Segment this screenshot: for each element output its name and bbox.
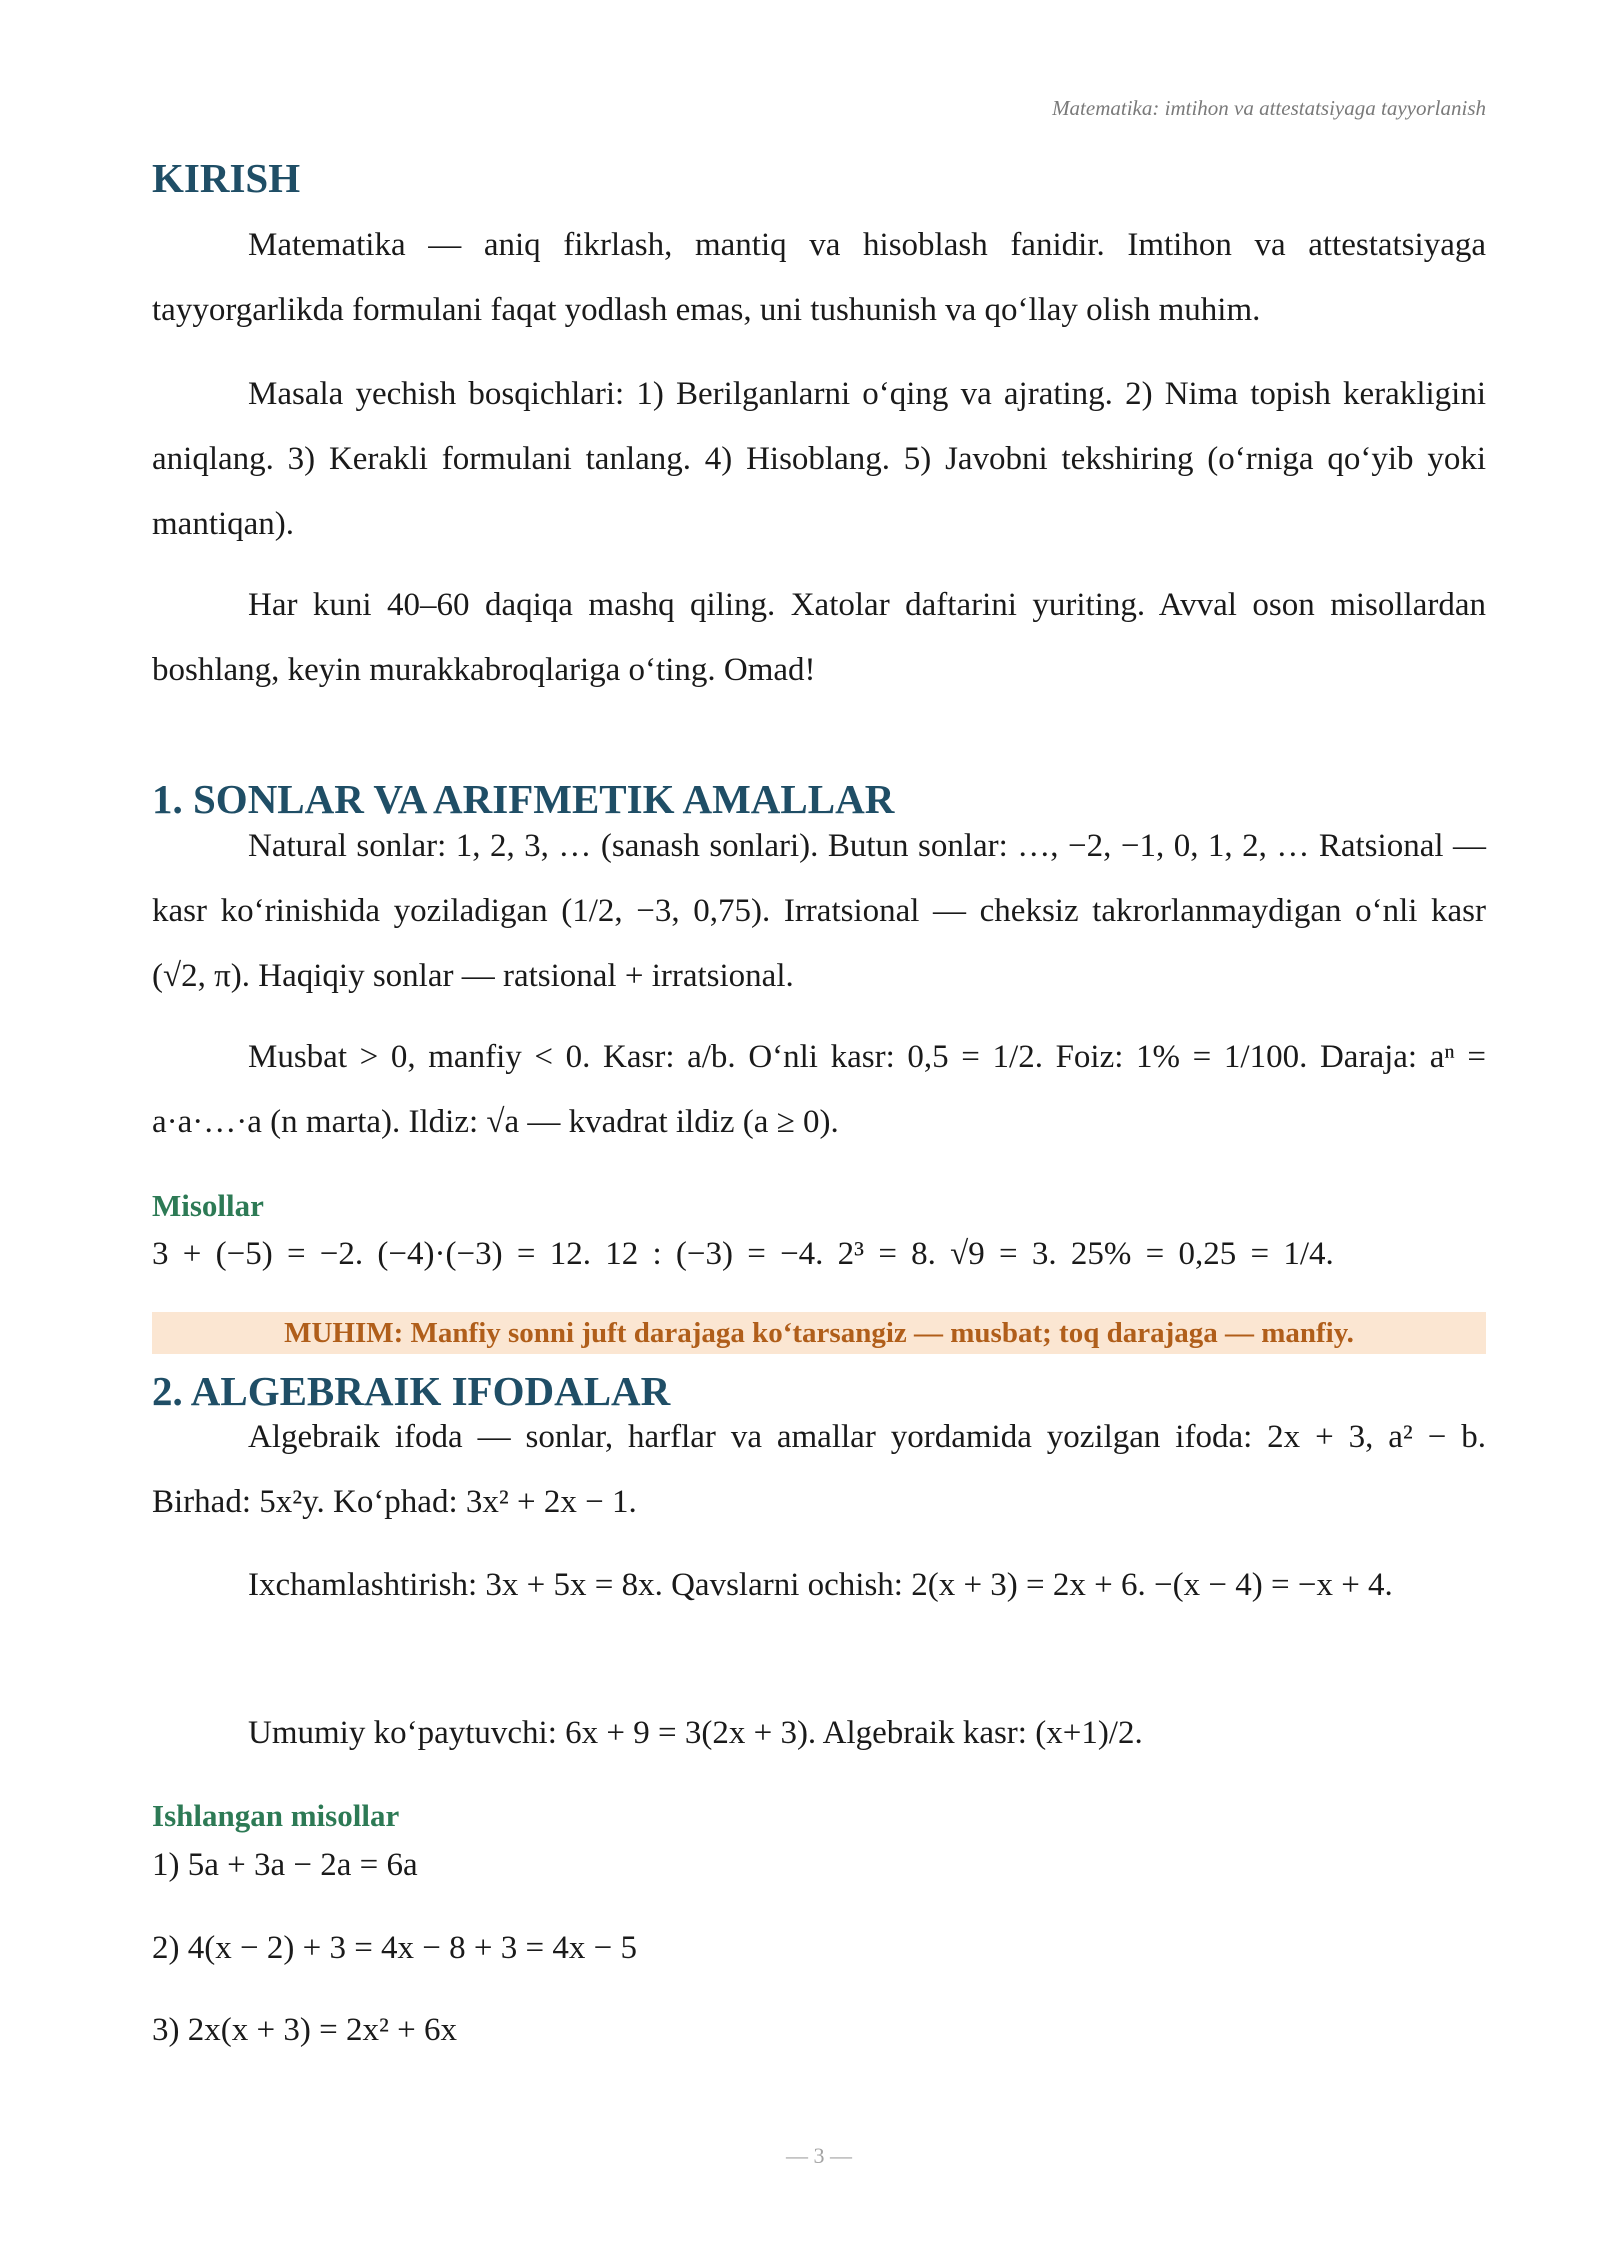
algebra-paragraph-2: Ixchamlashtirish: 3x + 5x = 8x. Qavslarni ochish: 2(x + 3) = 2x + 6. −(x − 4) = −x + 4. — [248, 1567, 1393, 1603]
algebra-paragraph-1: Algebraik ifoda — sonlar, harflar va amallar yordamida yozilgan ifoda: 2x + 3, a² − b. Birhad: 5x²y. Ko‘phad: 3x² + 2x − 1. — [152, 1419, 1486, 1520]
algebra-paragraph-3: Umumiy ko‘paytuvchi: 6x + 9 = 3(2x + 3). Algebraik kasr: (x+1)/2. — [248, 1715, 1143, 1751]
intro-paragraph-3: Har kuni 40–60 daqiqa mashq qiling. Xatolar daftarini yuriting. Avval oson misollardan boshlang, keyin murakkabroqlariga o‘ting. Omad! — [152, 587, 1486, 688]
numbers-paragraph-1: Natural sonlar: 1, 2, 3, … (sanash sonlari). Butun sonlar: …, −2, −1, 0, 1, 2, … Ratsional — kasr ko‘rinishida yoziladigan (1/2, −3, 0,75). Irratsional — cheksiz takrorlanmaydigan o‘nli kasr (√2, π). Haqiqiy sonlar — ratsional + irratsional. — [152, 828, 1486, 994]
section-title-intro: KIRISH — [152, 155, 301, 201]
important-callout-text: MUHIM: Manfiy sonni juft darajaga ko‘tarsangiz — musbat; toq darajaga — manfiy. — [284, 1316, 1354, 1349]
worked-examples-heading: Ishlangan misollar — [152, 1798, 400, 1833]
examples-heading: Misollar — [152, 1188, 264, 1223]
page-number: — 3 — — [786, 2143, 852, 2168]
numbers-paragraph-2: Musbat > 0, manfiy < 0. Kasr: a/b. O‘nli kasr: 0,5 = 1/2. Foiz: 1% = 1/100. Daraja: aⁿ = a·a·…·a (n marta). Ildiz: √a — kvadrat ildiz (a ≥ 0). — [152, 1039, 1486, 1140]
important-callout — [152, 1312, 1486, 1354]
section-title-numbers: 1. SONLAR VA ARIFMETIK AMALLAR — [152, 776, 895, 822]
section-title-algebra: 2. ALGEBRAIK IFODALAR — [152, 1368, 671, 1414]
intro-paragraph-2: Masala yechish bosqichlari: 1) Berilganlarni o‘qing va ajrating. 2) Nima topish kerakligini aniqlang. 3) Kerakli formulani tanlang. 4) Hisoblang. 5) Javobni tekshiring (o‘rniga qo‘yib yoki mantiqan). — [152, 376, 1486, 542]
intro-paragraph-1: Matematika — aniq fikrlash, mantiq va hisoblash fanidir. Imtihon va attestatsiyaga tayyorgarlikda formulani faqat yodlash emas, uni tushunish va qo‘llay olish muhim. — [152, 227, 1486, 328]
worked-example-1: 1) 5a + 3a − 2a = 6a — [152, 1847, 418, 1883]
examples-line: 3 + (−5) = −2. (−4)·(−3) = 12. 12 : (−3) = −4. 2³ = 8. √9 = 3. 25% = 0,25 = 1/4. — [152, 1236, 1334, 1272]
running-header: Matematika: imtihon va attestatsiyaga tayyorlanish — [1052, 96, 1486, 120]
worked-example-3: 3) 2x(x + 3) = 2x² + 6x — [152, 2012, 457, 2048]
worked-example-2: 2) 4(x − 2) + 3 = 4x − 8 + 3 = 4x − 5 — [152, 1930, 637, 1966]
